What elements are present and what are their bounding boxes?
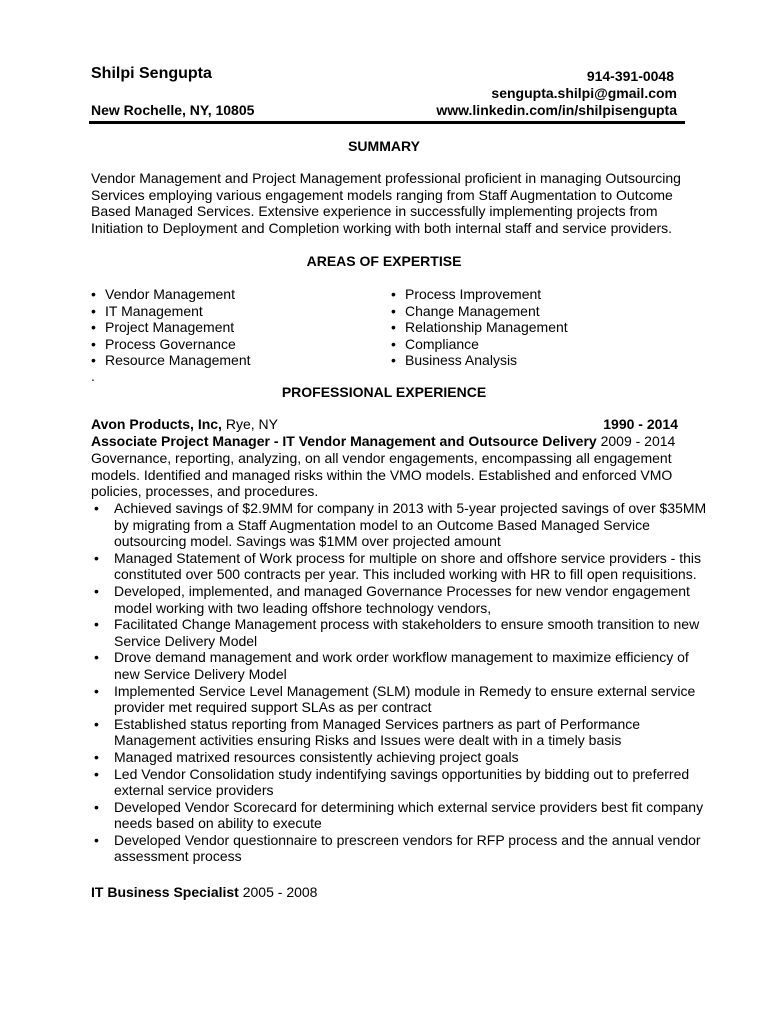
description-line: policies, processes, and procedures. <box>91 483 319 500</box>
achievement-line: • Developed Vendor Scorecard for determining which external service providers best fit company <box>114 798 704 815</box>
candidate-name: Shilpi Sengupta <box>91 65 212 82</box>
summary-line: Based Managed Services. Extensive experience in successfully implementing projects from <box>91 203 658 220</box>
achievement-line: external service providers <box>114 782 274 799</box>
summary-heading: SUMMARY <box>348 138 420 154</box>
achievement-line: Management activities ensuring Risks and Issues were dealt with in a timely basis <box>114 732 622 749</box>
company-years: 1990 - 2014 <box>603 416 678 432</box>
achievement-line: provider met required support SLAs as per contract <box>114 699 432 716</box>
achievement-line: by migrating from a Staff Augmentation model to an Outcome Based Managed Service <box>114 516 650 533</box>
stray-period: . <box>91 368 95 384</box>
achievements-list <box>91 500 706 865</box>
achievement-line: • Developed, implemented, and managed Governance Processes for new vendor engagement <box>114 582 690 599</box>
achievement-item <box>91 583 706 616</box>
expertise-item: • Project Management <box>91 319 251 336</box>
expertise-item: • Process Improvement <box>391 286 568 303</box>
achievement-item <box>91 616 706 649</box>
company-row <box>91 416 678 433</box>
achievement-line: • Developed Vendor questionnaire to prescreen vendors for RFP process and the annual vendor <box>114 831 701 848</box>
achievement-line: outsourcing model. Savings was $1MM over projected amount <box>114 533 501 550</box>
achievement-item <box>91 832 706 865</box>
role2-row <box>91 884 317 901</box>
achievement-item <box>91 749 706 766</box>
summary-line: Initiation to Deployment and Completion working with both internal staff and service providers. <box>91 219 673 236</box>
role2-title: IT Business Specialist <box>91 884 239 900</box>
expertise-item: • Change Management <box>391 303 568 320</box>
achievement-line: • Led Vendor Consolidation study indentifying savings opportunities by bidding out to preferred <box>114 765 690 782</box>
achievement-item <box>91 649 706 682</box>
achievement-item <box>91 500 706 550</box>
achievement-line: new Service Delivery Model <box>114 665 287 682</box>
expertise-heading: AREAS OF EXPERTISE <box>306 253 462 269</box>
role-row <box>91 433 675 450</box>
summary-line: Vendor Management and Project Management professional proficient in managing Outsourcing <box>91 170 681 186</box>
expertise-item: • Resource Management <box>91 352 251 369</box>
achievement-item <box>91 683 706 716</box>
achievement-line: • Drove demand management and work order workflow management to maximize efficiency of <box>114 649 689 666</box>
achievement-item <box>91 550 706 583</box>
email-address: sengupta.shilpi@gmail.com <box>491 85 677 101</box>
achievement-item <box>91 799 706 832</box>
achievement-line: needs based on ability to execute <box>114 815 322 832</box>
achievement-line: • Managed matrixed resources consistently achieving project goals <box>114 748 519 765</box>
expertise-item: • Compliance <box>391 336 568 353</box>
phone-number: 914-391-0048 <box>586 68 674 84</box>
candidate-location: New Rochelle, NY, 10805 <box>91 102 255 118</box>
achievement-line: model working with two leading offshore technology vendors, <box>114 599 492 616</box>
summary-text <box>91 170 691 236</box>
expertise-item: • IT Management <box>91 303 251 320</box>
achievement-line: • Implemented Service Level Management (SLM) module in Remedy to ensure external service <box>114 682 696 699</box>
company-location: Rye, NY <box>221 416 278 432</box>
expertise-list-right <box>391 286 568 369</box>
description-line: Governance, reporting, analyzing, on all vendor engagements, encompassing all engagement <box>91 450 672 466</box>
achievement-line: • Facilitated Change Management process with stakeholders to ensure smooth transition to new <box>114 616 700 633</box>
role-years: 2009 - 2014 <box>596 433 676 449</box>
summary-line: Services employing various engagement models ranging from Staff Augmentation to Outcome <box>91 186 673 203</box>
achievement-line: Service Delivery Model <box>114 632 258 649</box>
achievement-line: • Established status reporting from Managed Services partners as part of Performance <box>114 715 641 732</box>
header-divider <box>89 121 685 124</box>
achievement-item <box>91 716 706 749</box>
experience-heading: PROFESSIONAL EXPERIENCE <box>281 384 487 400</box>
expertise-item: • Business Analysis <box>391 352 568 369</box>
achievement-line: • Achieved savings of $2.9MM for company in 2013 with 5-year projected savings of over $35MM <box>114 500 707 516</box>
achievement-item <box>91 766 706 799</box>
expertise-item: • Vendor Management <box>91 286 251 303</box>
linkedin-url: www.linkedin.com/in/shilpisengupta <box>436 102 677 118</box>
role-title: Associate Project Manager - IT Vendor Management and Outsource Delivery <box>91 433 597 449</box>
description-line: models. Identified and managed risks within the VMO models. Established and enforced VMO <box>91 466 673 483</box>
expertise-item: • Relationship Management <box>391 319 568 336</box>
achievement-line: constituted over 500 contracts per year. This included working with HR to fill open requisitions. <box>114 566 697 583</box>
expertise-list-left <box>91 286 251 369</box>
role2-years: 2005 - 2008 <box>238 884 318 900</box>
achievement-line: assessment process <box>114 848 242 865</box>
role-description <box>91 450 691 500</box>
achievement-line: • Managed Statement of Work process for multiple on shore and offshore service providers - this <box>114 549 701 566</box>
company-name: Avon Products, Inc, <box>91 416 222 432</box>
expertise-item: • Process Governance <box>91 336 251 353</box>
